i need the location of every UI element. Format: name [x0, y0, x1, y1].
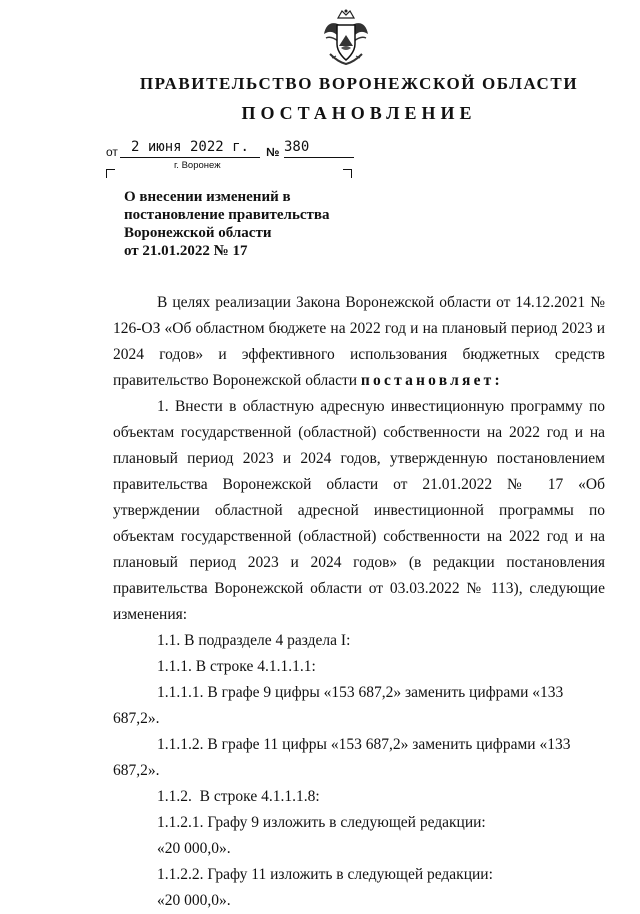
subject-line: О внесении изменений в — [124, 189, 291, 205]
value-2: «20 000,0». — [157, 892, 231, 909]
corner-mark-left — [106, 169, 115, 178]
subject-line: от 21.01.2022 № 17 — [124, 243, 248, 259]
item-1-1-1: 1.1.1. В строке 4.1.1.1.1: — [157, 658, 316, 675]
document-type-title: ПОСТАНОВЛЕНИЕ — [241, 103, 477, 123]
city-label: г. Воронеж — [174, 160, 221, 171]
date-number-line — [106, 139, 366, 159]
number-field: 380 — [284, 139, 354, 158]
preamble-paragraph — [113, 290, 605, 394]
subject-line: постановление правительства — [124, 207, 330, 223]
document-subject — [124, 188, 384, 260]
subject-line: Воронежской области — [124, 225, 272, 241]
item-1-1-2: 1.1.2. В строке 4.1.1.1.8: — [157, 788, 320, 805]
number-prefix: № — [266, 145, 280, 159]
decree-word: постановляет: — [360, 372, 503, 389]
item-1-1-2-2: 1.1.2.2. Графу 11 изложить в следующей редакции: — [157, 866, 493, 883]
coat-of-arms-icon — [322, 8, 370, 68]
preamble-text: В целях реализации Закона Воронежской области от 14.12.2021 № 126-ОЗ «Об областном бюджете на 2022 год и на плановый период 2023 и 2024 годов» и эффективного использования бюджетных средств правительство Воронежской области — [113, 294, 605, 389]
organization-title: ПРАВИТЕЛЬСТВО ВОРОНЕЖСКОЙ ОБЛАСТИ — [139, 74, 579, 93]
date-prefix: от — [106, 145, 118, 159]
corner-mark-right — [343, 169, 352, 178]
item-1-1: 1.1. В подразделе 4 раздела I: — [157, 632, 351, 649]
value-1: «20 000,0». — [157, 840, 231, 857]
document-body — [113, 290, 605, 914]
item-1-1-2-1: 1.1.2.1. Графу 9 изложить в следующей редакции: — [157, 814, 486, 831]
date-field: 2 июня 2022 г. — [120, 139, 260, 158]
item-1-1-1-2: 1.1.1.2. В графе 11 цифры «153 687,2» заменить цифрами «133 687,2». — [113, 736, 571, 779]
item-1-1-1-1: 1.1.1.1. В графе 9 цифры «153 687,2» заменить цифрами «133 687,2». — [113, 684, 564, 727]
item-1-paragraph: 1. Внести в областную адресную инвестиционную программу по объектам государственной (областной) собственности на 2022 год и на плановый период 2023 и 2024 годов, утвержденную постановлением правительства Воронежской области от 21.01.2022 № 17 «Об утверждении областной адресной инвестиционной программы по объектам государственной (областной) собственности на 2022 год и на плановый период 2023 и 2024 годов» (в редакции постановления правительства Воронежской области от 03.03.2022 № 113), следующие изменения: — [113, 398, 605, 623]
